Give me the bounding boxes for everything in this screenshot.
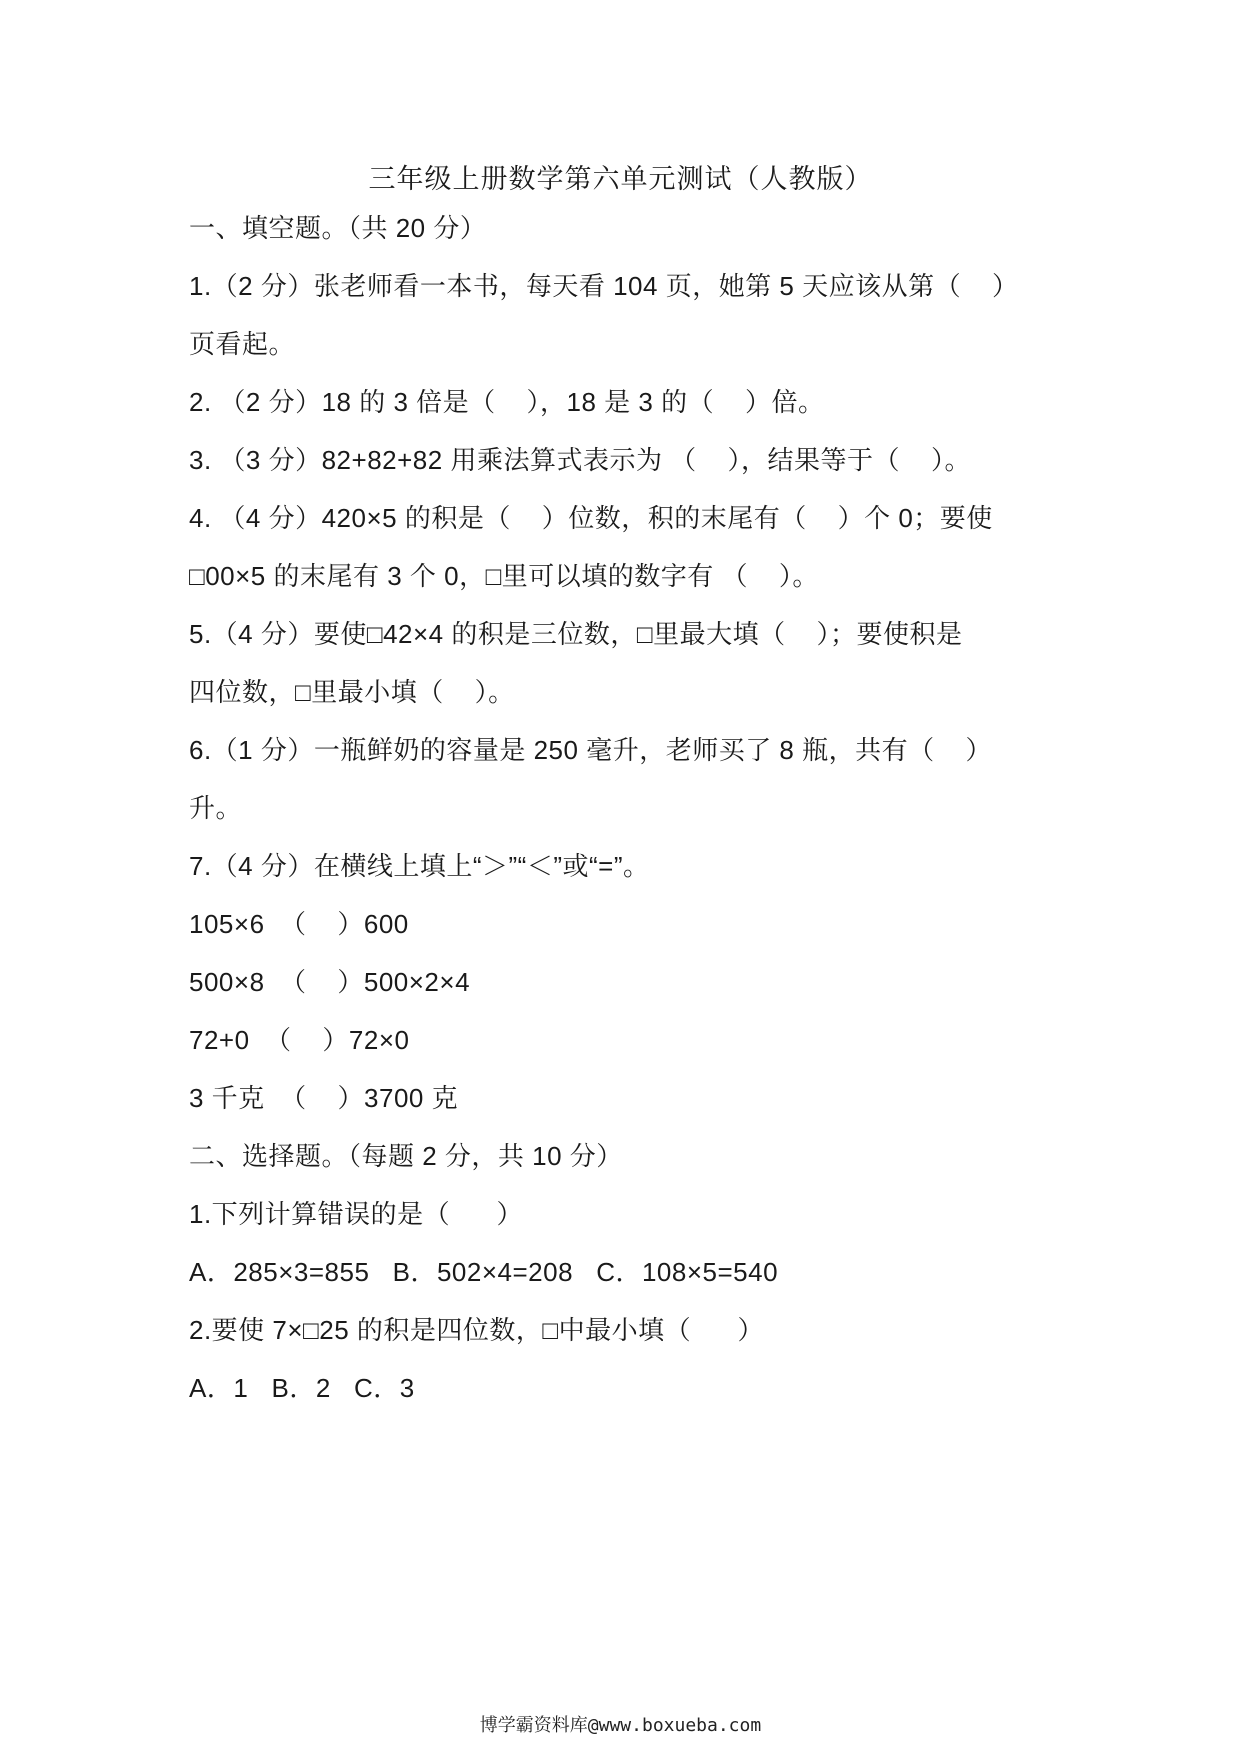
- question-line: 四位数，□里最小填（ ）。: [189, 677, 515, 707]
- comparison-item: 72+0 （ ）72×0: [189, 1025, 410, 1055]
- question-line: 页看起。: [189, 329, 296, 359]
- comparison-item: 3 千克 （ ）3700 克: [189, 1083, 459, 1113]
- question-line: 6.（1 分）一瓶鲜奶的容量是 250 毫升，老师买了 8 瓶，共有（ ）: [189, 735, 992, 765]
- question-line: 1.（2 分）张老师看一本书，每天看 104 页，她第 5 天应该从第（ ）: [189, 271, 1019, 301]
- comparison-item: 105×6 （ ）600: [189, 909, 409, 939]
- question-line: 2. （2 分）18 的 3 倍是（ ），18 是 3 的（ ）倍。: [189, 387, 825, 417]
- question-line: 4. （4 分）420×5 的积是（ ）位数，积的末尾有（ ）个 0；要使: [189, 503, 993, 533]
- question-line: 2.要使 7×□25 的积是四位数，□中最小填（ ）: [189, 1315, 764, 1345]
- answer-options: A．1 B．2 C．3: [189, 1373, 415, 1403]
- question-line: □00×5 的末尾有 3 个 0，□里可以填的数字有 （ ）。: [189, 561, 819, 591]
- question-line: 1.下列计算错误的是（ ）: [189, 1199, 524, 1229]
- section-heading-multiple-choice: 二、选择题。（每题 2 分，共 10 分）: [189, 1141, 623, 1171]
- question-line: 3. （3 分）82+82+82 用乘法算式表示为 （ ），结果等于（ ）。: [189, 445, 971, 475]
- footer-watermark: 博学霸资料库@www.boxueba.com: [479, 1715, 762, 1736]
- comparison-item: 500×8 （ ）500×2×4: [189, 967, 471, 997]
- question-line: 5.（4 分）要使□42×4 的积是三位数，□里最大填（ ）；要使积是: [189, 619, 963, 649]
- question-line: 升。: [189, 793, 243, 823]
- answer-options: A．285×3=855 B．502×4=208 C．108×5=540: [189, 1257, 779, 1287]
- page-title: 三年级上册数学第六单元测试（人教版）: [368, 164, 873, 195]
- section-heading-fill-blank: 一、填空题。（共 20 分）: [189, 213, 487, 243]
- question-line: 7.（4 分）在横线上填上“＞”“＜”或“=”。: [189, 851, 650, 881]
